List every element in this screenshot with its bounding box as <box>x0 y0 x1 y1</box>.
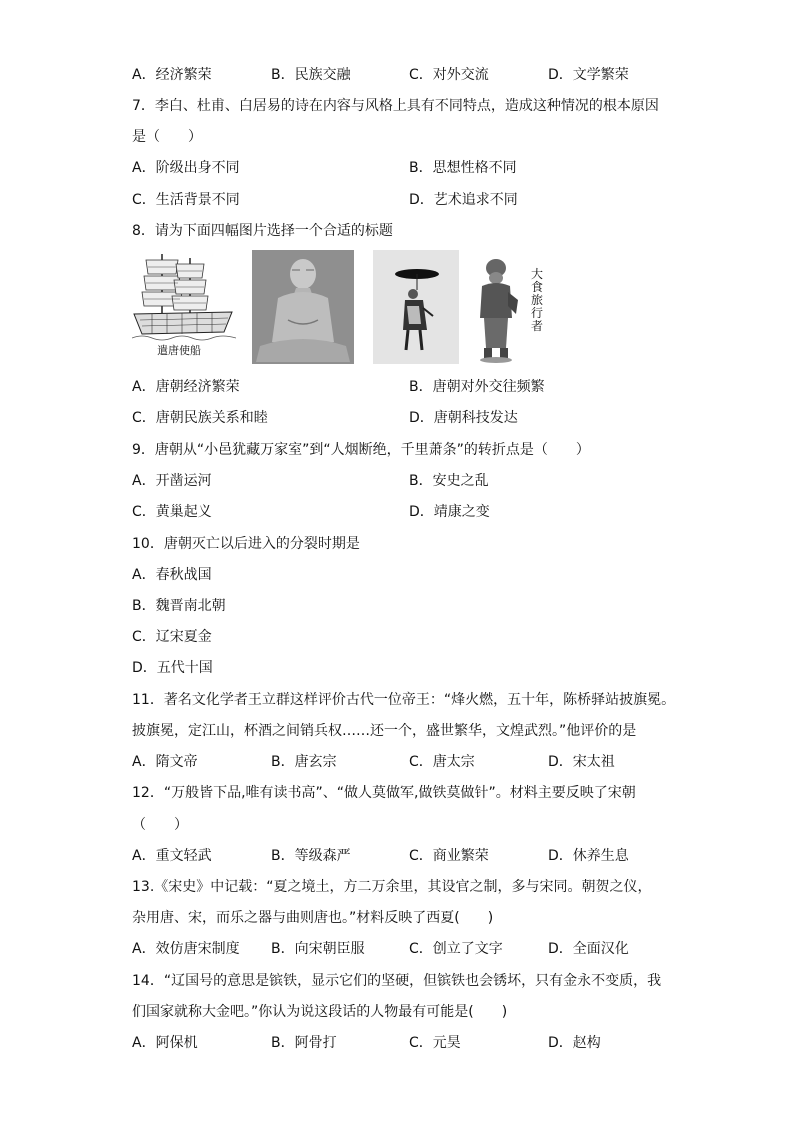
q8-option-d: D．唐朝科技发达 <box>409 410 518 426</box>
ship-image <box>132 250 236 362</box>
q9-option-c: C．黄巢起义 <box>132 504 212 520</box>
q12-option-b: B．等级森严 <box>271 848 351 864</box>
q12-option-d: D．休养生息 <box>548 848 629 864</box>
traveler-umbrella-image <box>373 250 459 364</box>
q11-stem-line1: 11．著名文化学者王立群这样评价古代一位帝王：“烽火燃，五十年，陈桥驿站披旗冕。 <box>132 692 676 708</box>
monk-statue-icon <box>252 250 354 364</box>
monk-statue-image <box>252 250 354 364</box>
q7-option-c: C．生活背景不同 <box>132 192 240 208</box>
q13-stem-line1: 13.《宋史》中记载：“夏之境土，方二万余里，其设官之制，多与宋同。朝贺之仪， <box>132 879 652 895</box>
q12-stem-line1: 12．“万般皆下品,唯有读书高”、“做人莫做军,做铁莫做针”。材料主要反映了宋朝 <box>132 785 636 801</box>
q7-option-b: B．思想性格不同 <box>409 160 517 176</box>
q14-option-b: B．阿骨打 <box>271 1035 337 1051</box>
q10-option-b: B．魏晋南北朝 <box>132 598 226 614</box>
q11-option-a: A．隋文帝 <box>132 754 198 770</box>
traveler-vertical-caption: 大食旅行者 <box>530 267 543 333</box>
q8-option-b: B．唐朝对外交往频繁 <box>409 379 545 395</box>
q14-stem-line2: 们国家就称大金吧。”你认为说这段话的人物最有可能是( ) <box>132 1004 508 1020</box>
q8-stem: 8．请为下面四幅图片选择一个合适的标题 <box>132 223 393 239</box>
q13-option-d: D．全面汉化 <box>548 941 629 957</box>
q14-option-d: D．赵构 <box>548 1035 601 1051</box>
q11-option-c: C．唐太宗 <box>409 754 475 770</box>
traveler-figurine-image <box>472 256 524 364</box>
q9-option-b: B．安史之乱 <box>409 473 489 489</box>
q7-stem-line2: 是（ ） <box>132 129 202 145</box>
q10-option-d: D．五代十国 <box>132 660 213 676</box>
q11-option-d: D．宋太祖 <box>548 754 615 770</box>
q8-option-c: C．唐朝民族关系和睦 <box>132 410 268 426</box>
q14-option-c: C．元昊 <box>409 1035 461 1051</box>
ship-caption: 遣唐使船 <box>157 344 201 357</box>
q12-option-a: A．重文轻武 <box>132 848 212 864</box>
q11-stem-line2: 披旗冕，定江山，杯酒之间销兵权……还一个，盛世繁华，文煌武烈。”他评价的是 <box>132 723 637 739</box>
q10-stem: 10．唐朝灭亡以后进入的分裂时期是 <box>132 536 360 552</box>
q6-option-c: C．对外交流 <box>409 67 489 83</box>
q6-option-a: A．经济繁荣 <box>132 67 212 83</box>
q8-option-a: A．唐朝经济繁荣 <box>132 379 240 395</box>
q13-option-c: C．创立了文字 <box>409 941 503 957</box>
q11-option-b: B．唐玄宗 <box>271 754 337 770</box>
q10-option-a: A．春秋战国 <box>132 567 212 583</box>
q14-option-a: A．阿保机 <box>132 1035 198 1051</box>
q9-stem: 9．唐朝从“小邑犹藏万家室”到“人烟断绝，千里萧条”的转折点是（ ） <box>132 442 590 458</box>
umbrella-figure-icon <box>373 250 459 364</box>
q10-option-c: C．辽宋夏金 <box>132 629 212 645</box>
q12-option-c: C．商业繁荣 <box>409 848 489 864</box>
q13-option-b: B．向宋朝臣服 <box>271 941 365 957</box>
q6-option-d: D．文学繁荣 <box>548 67 629 83</box>
q6-option-b: B．民族交融 <box>271 67 351 83</box>
q7-option-d: D．艺术追求不同 <box>409 192 518 208</box>
figurine-icon <box>472 256 524 364</box>
q9-option-d: D．靖康之变 <box>409 504 490 520</box>
q13-stem-line2: 杂用唐、宋，而乐之器与曲则唐也。”材料反映了西夏( ) <box>132 910 494 926</box>
q14-stem-line1: 14．“辽国号的意思是镔铁，显示它们的坚硬，但镔铁也会锈坏，只有金永不变质，我 <box>132 973 662 989</box>
q7-option-a: A．阶级出身不同 <box>132 160 240 176</box>
q12-stem-line2: （ ） <box>132 817 188 833</box>
q13-option-a: A．效仿唐宋制度 <box>132 941 240 957</box>
q7-stem-line1: 7．李白、杜甫、白居易的诗在内容与风格上具有不同特点，造成这种情况的根本原因 <box>132 98 659 114</box>
q9-option-a: A．开凿运河 <box>132 473 212 489</box>
